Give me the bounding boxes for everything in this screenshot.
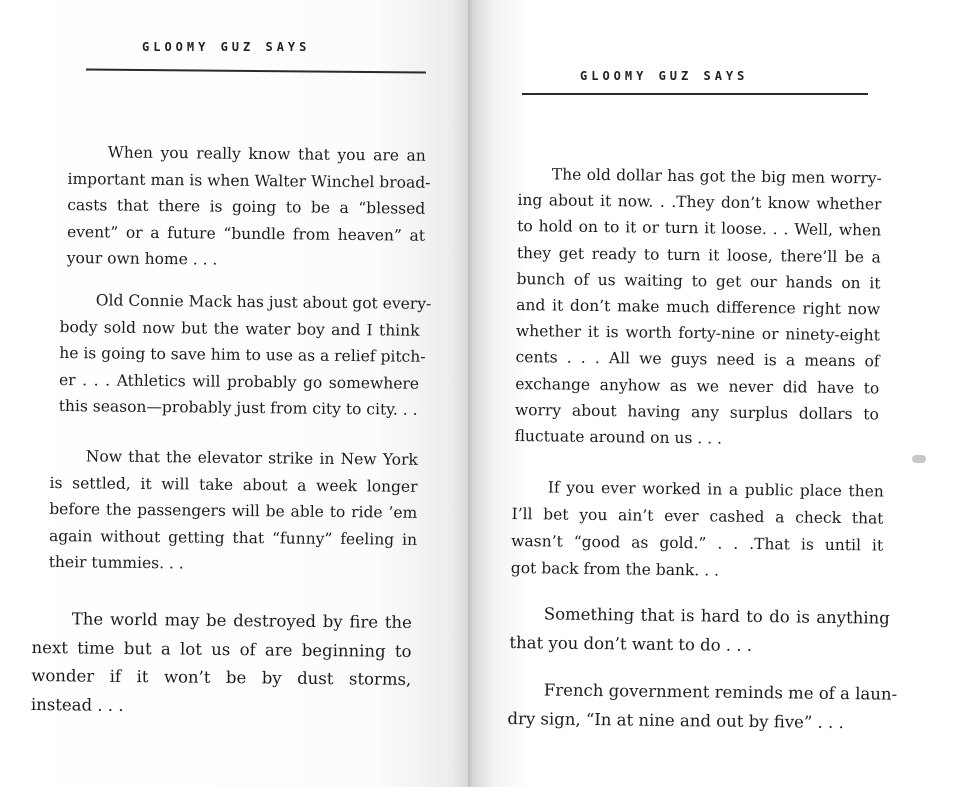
running-head-right: GLOOMY GUZ SAYS [580, 69, 749, 83]
text-line: ing about it now. . .They don’t know whether [517, 191, 882, 214]
text-line: Something that is hard to do is anything [543, 604, 890, 628]
text-line: before the passengers will be able to ride ’em [49, 499, 418, 522]
text-line: body sold now but the water boy and I think [59, 317, 420, 340]
paper-blemish [912, 455, 926, 463]
text-line: cents . . . All we guys need is a means of [515, 348, 880, 371]
right-paragraph-3 [509, 600, 890, 662]
text-line: this season—probably just from city to city. . . [58, 396, 418, 419]
text-line: The world may be destroyed by fire the [71, 609, 412, 632]
text-line: Now that the elevator strike in New York [85, 447, 418, 469]
right-paragraph-4 [507, 675, 898, 738]
text-line: to hold on to it or turn it loose. . . Well, when [517, 217, 882, 240]
text-line: whether it is worth forty-nine or ninety-eight [515, 322, 881, 345]
text-line: your own home . . . [66, 248, 218, 269]
text-line: got back from the bank. . . [510, 558, 720, 580]
text-line: they get ready to turn it loose, there’ll be a [516, 243, 881, 267]
text-line: If you ever worked in a public place then [547, 478, 884, 501]
text-line: wonder if it won’t be by dust storms, [31, 665, 412, 689]
text-line: he is going to save him to use as a relief pitch- [59, 343, 426, 366]
text-line: worry about having any surplus dollars to [514, 400, 880, 424]
text-line: The old dollar has got the big men worry- [551, 165, 882, 188]
text-line: I’ll bet you ain’t ever cashed a check that [511, 504, 884, 528]
header-rule-left [86, 69, 426, 74]
right-paragraph-1 [514, 161, 881, 454]
running-head-left: GLOOMY GUZ SAYS [142, 40, 311, 54]
right-page [474, 0, 960, 787]
left-page [0, 0, 470, 787]
text-line: next time but a lot us of are beginning to [31, 637, 412, 661]
text-line: casts that there is going to be a “blessed [67, 195, 426, 218]
text-line: and it don’t make much difference right now [516, 296, 881, 319]
left-paragraph-1 [66, 139, 431, 275]
text-line: Old Connie Mack has just about got every- [95, 291, 432, 313]
text-line: er . . . Athletics will probably go somewhere [58, 370, 420, 393]
text-line: their tummies. . . [48, 552, 184, 573]
text-line: important man is when Walter Winchel broad- [67, 169, 431, 192]
text-line: bunch of us waiting to get our hands on it [516, 269, 881, 293]
text-line: is settled, it will take about a week longer [49, 473, 418, 496]
text-line: French government reminds me of a laun- [543, 680, 898, 704]
text-line: instead . . . [30, 694, 124, 715]
right-paragraph-2 [511, 474, 884, 587]
text-line: When you really know that you are an [107, 143, 426, 165]
text-line: again without getting that “funny” feeling in [48, 526, 418, 549]
left-paragraph-3 [49, 443, 418, 579]
text-line: fluctuate around on us . . . [514, 427, 723, 448]
text-line: that you don’t want to do . . . [509, 632, 753, 655]
text-line: event” or a future “bundle from heaven” at [66, 222, 426, 245]
text-line: exchange anyhow as we never did have to [515, 374, 880, 398]
left-paragraph-2 [58, 287, 432, 423]
header-rule-right [522, 93, 868, 95]
left-paragraph-4 [31, 605, 412, 723]
text-line: wasn’t “good as gold.” . . .That is until it [511, 531, 884, 555]
text-line: dry sign, “In at nine and out by five” . . . [507, 708, 844, 733]
